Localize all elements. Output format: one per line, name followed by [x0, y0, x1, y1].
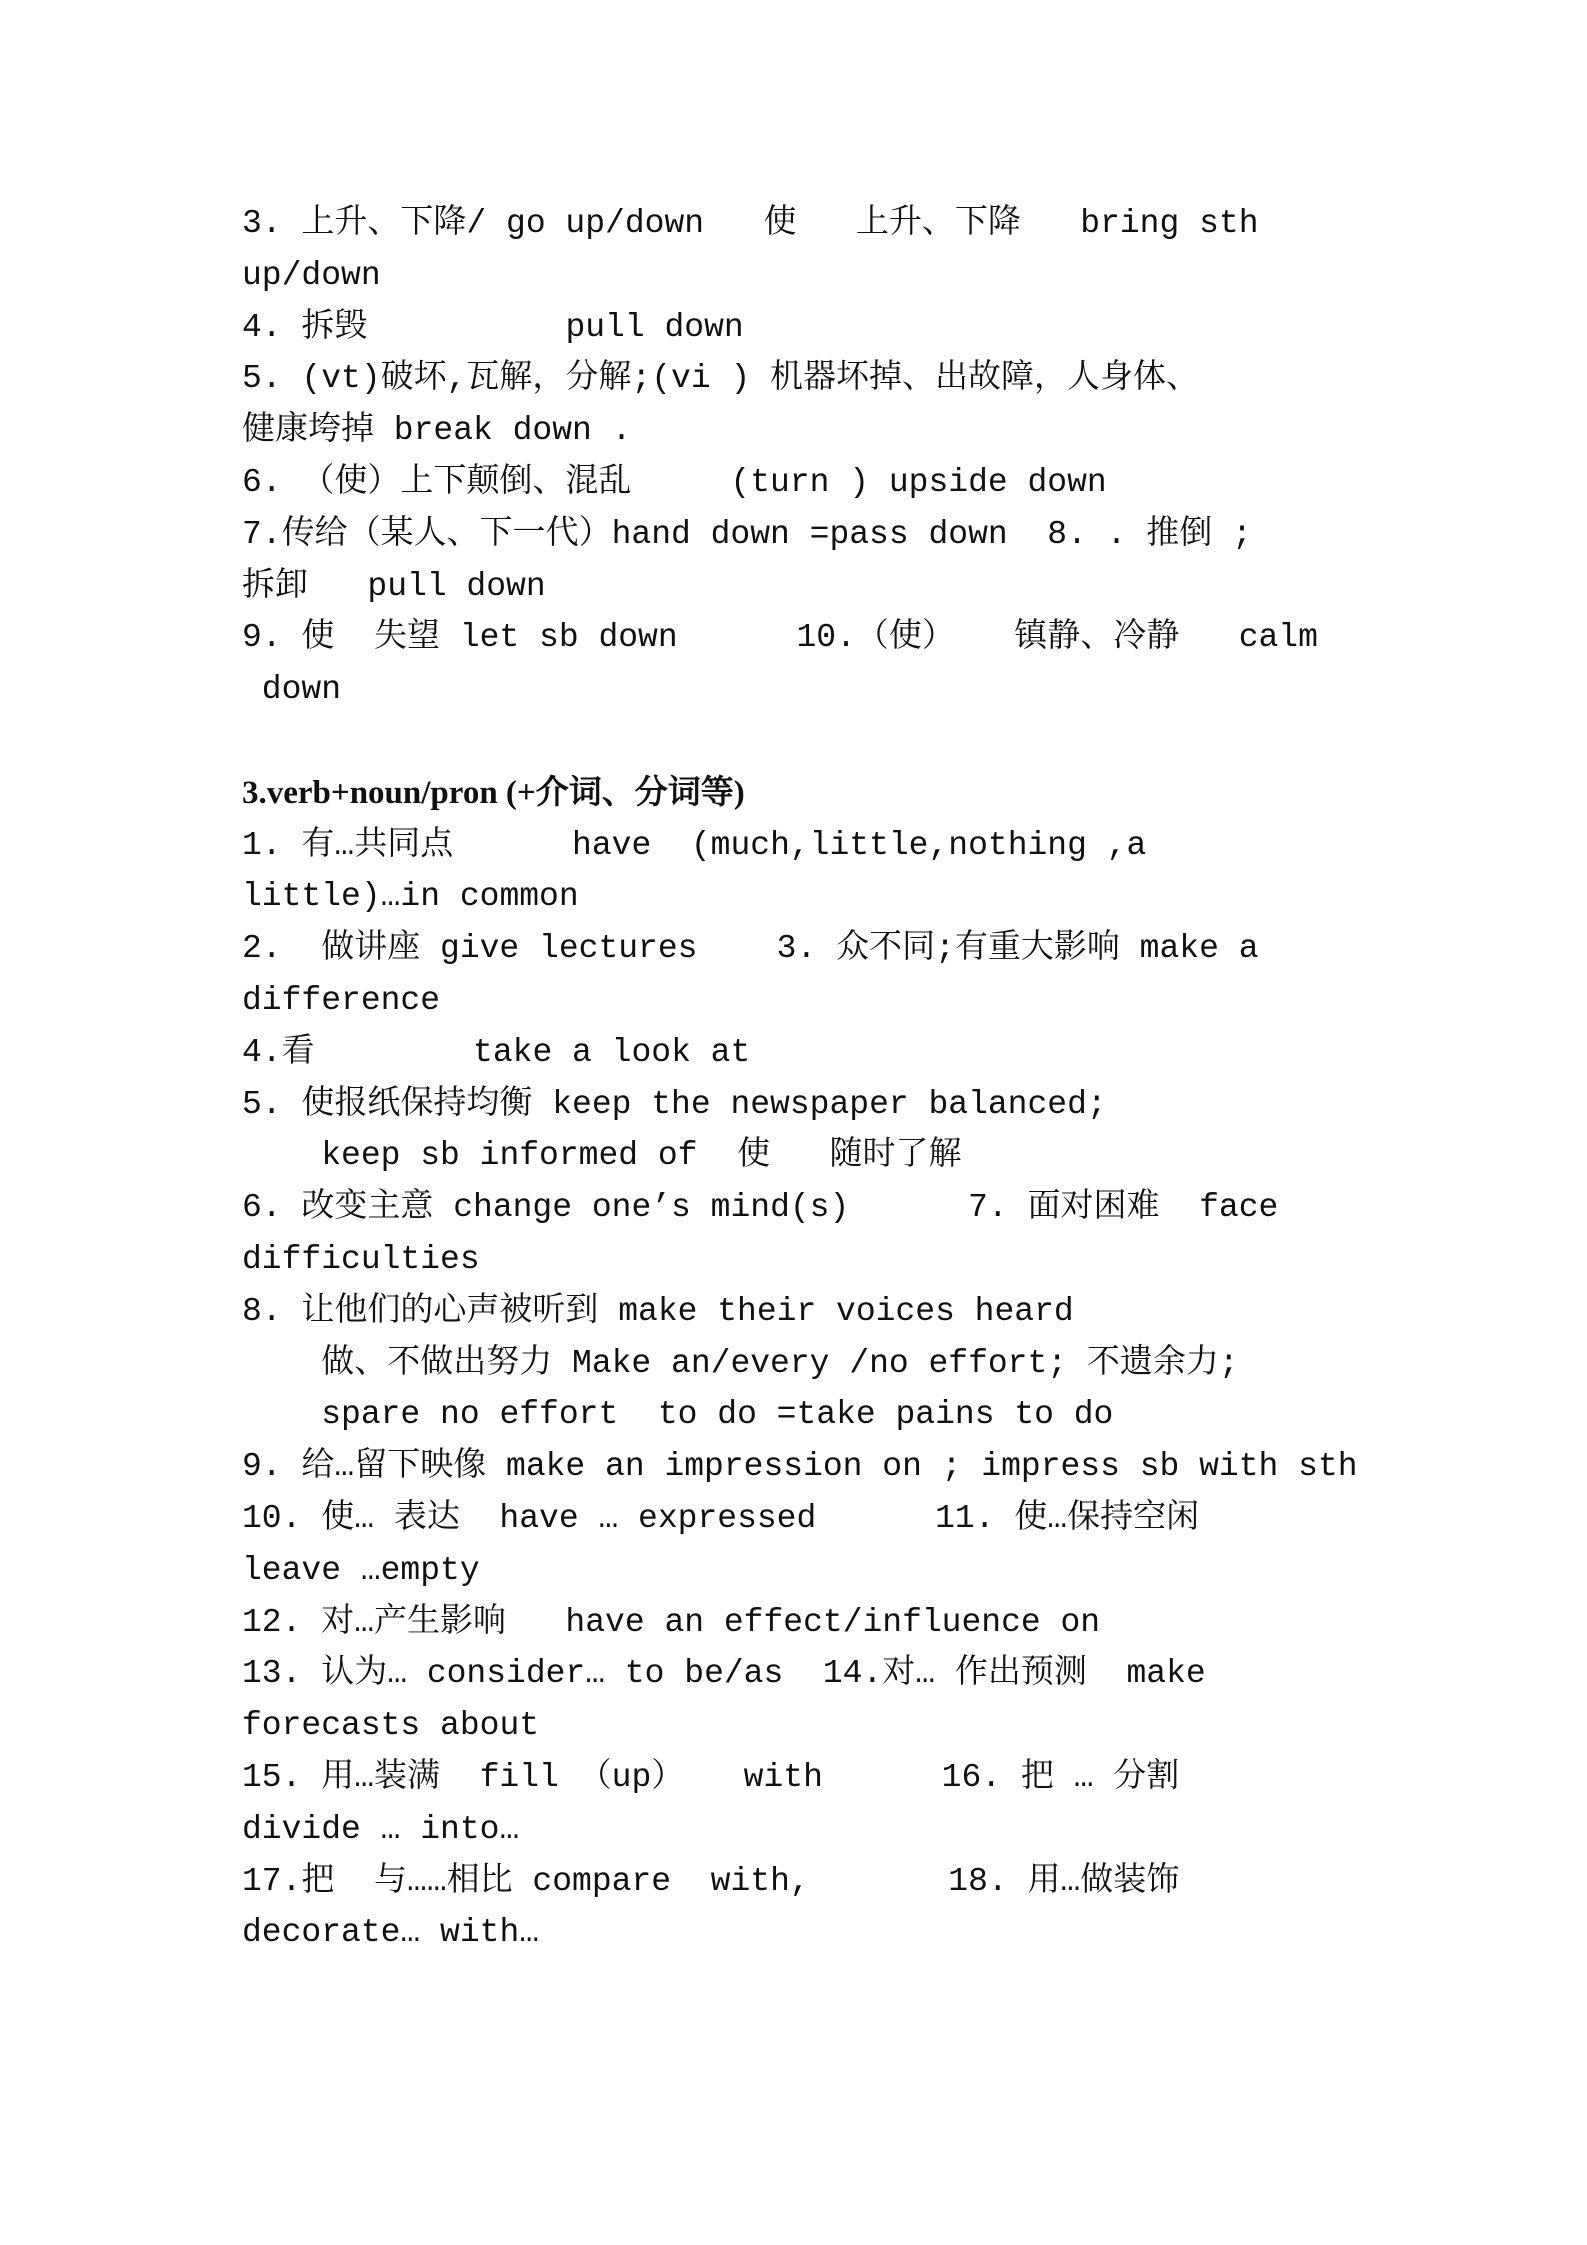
blank-line — [242, 716, 1372, 768]
text-line: 健康垮掉 break down . — [242, 412, 632, 450]
text-line: 8. 让他们的心声被听到 make their voices heard — [242, 1292, 1074, 1330]
text-line: spare no effort to do =take pains to do — [242, 1396, 1114, 1434]
text-line: up/down — [242, 256, 381, 294]
text-line: divide … into… — [242, 1810, 520, 1848]
text-line: 2. 做讲座 give lectures 3. 众不同;有重大影响 make a — [242, 930, 1259, 968]
text-line: 6. 改变主意 change one’s mind(s) 7. 面对困难 face — [242, 1189, 1279, 1227]
text-line: 9. 使 失望 let sb down 10.（使） 镇静、冷静 calm — [242, 619, 1318, 657]
text-line: 13. 认为… consider… to be/as 14.对… 作出预测 make — [242, 1655, 1206, 1693]
document-page — [242, 198, 1372, 1959]
text-line: leave …empty — [242, 1551, 480, 1589]
section-heading: 3.verb+noun/pron (+介词、分词等) — [242, 774, 745, 811]
text-line: down — [242, 671, 342, 709]
text-line: keep sb informed of 使 随时了解 — [242, 1137, 962, 1175]
text-line: 7.传给（某人、下一代）hand down =pass down 8. . 推倒 ; — [242, 515, 1252, 553]
text-line: 4.看 take a look at — [242, 1033, 751, 1071]
text-line: 10. 使… 表达 have … expressed 11. 使…保持空闲 — [242, 1499, 1200, 1537]
text-line: decorate… with… — [242, 1914, 540, 1952]
text-line: little)…in common — [242, 878, 579, 916]
text-line: difficulties — [242, 1240, 480, 1278]
text-line: 5. 使报纸保持均衡 keep the newspaper balanced; — [242, 1085, 1107, 1123]
text-line: 5. (vt)破坏,瓦解，分解;(vi ) 机器坏掉、出故障，人身体、 — [242, 360, 1200, 398]
text-line: 1. 有…共同点 have (much,little,nothing ,a — [242, 826, 1147, 864]
text-line: 15. 用…装满 fill （up） with 16. 把 … 分割 — [242, 1758, 1180, 1796]
text-line: 3. 上升、下降/ go up/down 使 上升、下降 bring sth — [242, 205, 1259, 242]
text-line: 4. 拆毁 pull down — [242, 308, 744, 346]
text-line: 做、不做出努力 Make an/every /no effort; 不遗余力; — [242, 1344, 1239, 1382]
text-line: 12. 对…产生影响 have an effect/influence on — [242, 1603, 1101, 1641]
text-line: forecasts about — [242, 1707, 540, 1745]
text-line: 17.把 与……相比 compare with, 18. 用…做装饰 — [242, 1862, 1180, 1900]
text-line: 拆卸 pull down — [242, 567, 546, 605]
text-line: 6. （使）上下颠倒、混乱 (turn ) upside down — [242, 463, 1107, 501]
text-line: 9. 给…留下映像 make an impression on ; impress sb with sth — [242, 1448, 1358, 1486]
text-line: difference — [242, 981, 441, 1019]
